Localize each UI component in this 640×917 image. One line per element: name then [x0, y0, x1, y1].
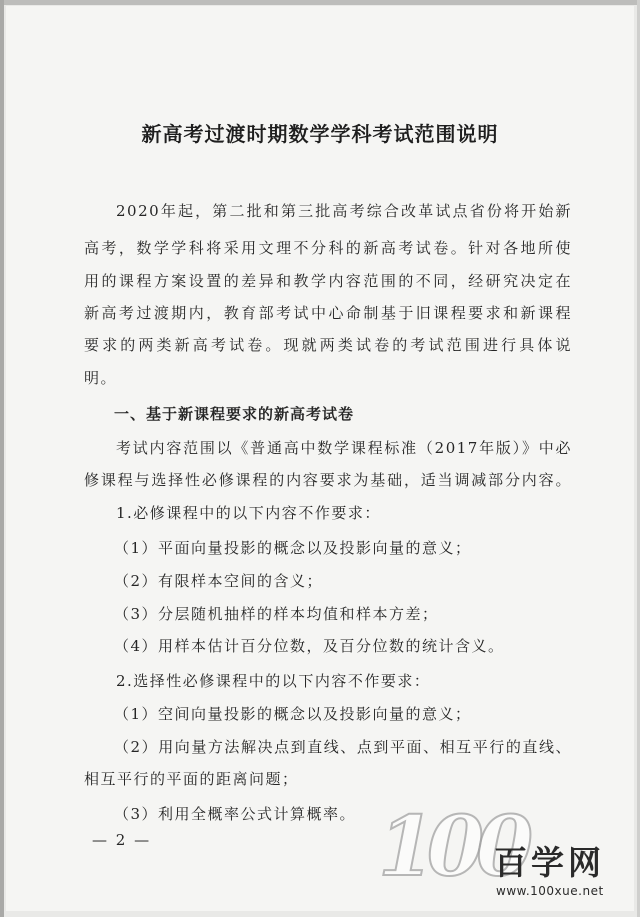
intro-line-5: 要求的两类新高考试卷。现就两类试卷的考试范围进行具体说 — [84, 336, 572, 354]
intro-line-3: 用的课程方案设置的差异和教学内容范围的不同，经研究决定在 — [84, 272, 572, 290]
watermark-brand: 百学网 — [494, 843, 605, 882]
page-number: — 2 — — [92, 831, 152, 849]
list-2-item-2-continued: 相互平行的平面的距离问题； — [84, 770, 299, 788]
list-2-item-2: （2）用向量方法解决点到直线、点到平面、相互平行的直线、 — [114, 738, 572, 756]
list-2-heading: 2.选择性必修课程中的以下内容不作要求： — [116, 672, 431, 690]
intro-line-6: 明。 — [84, 369, 118, 387]
list-2-item-1: （1）空间向量投影的概念以及投影向量的意义； — [114, 705, 472, 723]
intro-line-2: 高考，数学学科将采用文理不分科的新高考试卷。针对各地所使 — [84, 239, 572, 257]
document-title: 新高考过渡时期数学学科考试范围说明 — [141, 122, 499, 146]
list-1-item-3: （3）分层随机抽样的样本均值和样本方差； — [114, 605, 439, 623]
section-1-line-2: 修课程与选择性必修课程的内容要求为基础，适当调减部分内容。 — [84, 471, 572, 489]
section-1-line-1: 考试内容范围以《普通高中数学课程标准（2017年版）》中必 — [116, 439, 572, 457]
intro-line-4: 新高考过渡期内，教育部考试中心命制基于旧课程要求和新课程 — [84, 304, 572, 322]
list-1-heading: 1.必修课程中的以下内容不作要求： — [116, 504, 381, 522]
intro-line-1: 2020年起，第二批和第三批高考综合改革试点省份将开始新 — [116, 202, 572, 220]
list-1-item-1: （1）平面向量投影的概念以及投影向量的意义； — [114, 539, 472, 557]
watermark-url: www.100xue.net — [496, 884, 604, 898]
list-2-item-3: （3）利用全概率公式计算概率。 — [114, 805, 357, 823]
scan-frame-left — [0, 0, 4, 917]
list-1-item-2: （2）有限样本空间的含义； — [114, 572, 324, 590]
section-1-heading: 一、基于新课程要求的新高考试卷 — [114, 405, 355, 423]
list-1-item-4: （4）用样本估计百分位数，及百分位数的统计含义。 — [114, 637, 505, 655]
document-page — [6, 6, 634, 911]
scan-frame-top — [0, 0, 640, 5]
watermark-logo-digits: 100 — [378, 799, 526, 895]
